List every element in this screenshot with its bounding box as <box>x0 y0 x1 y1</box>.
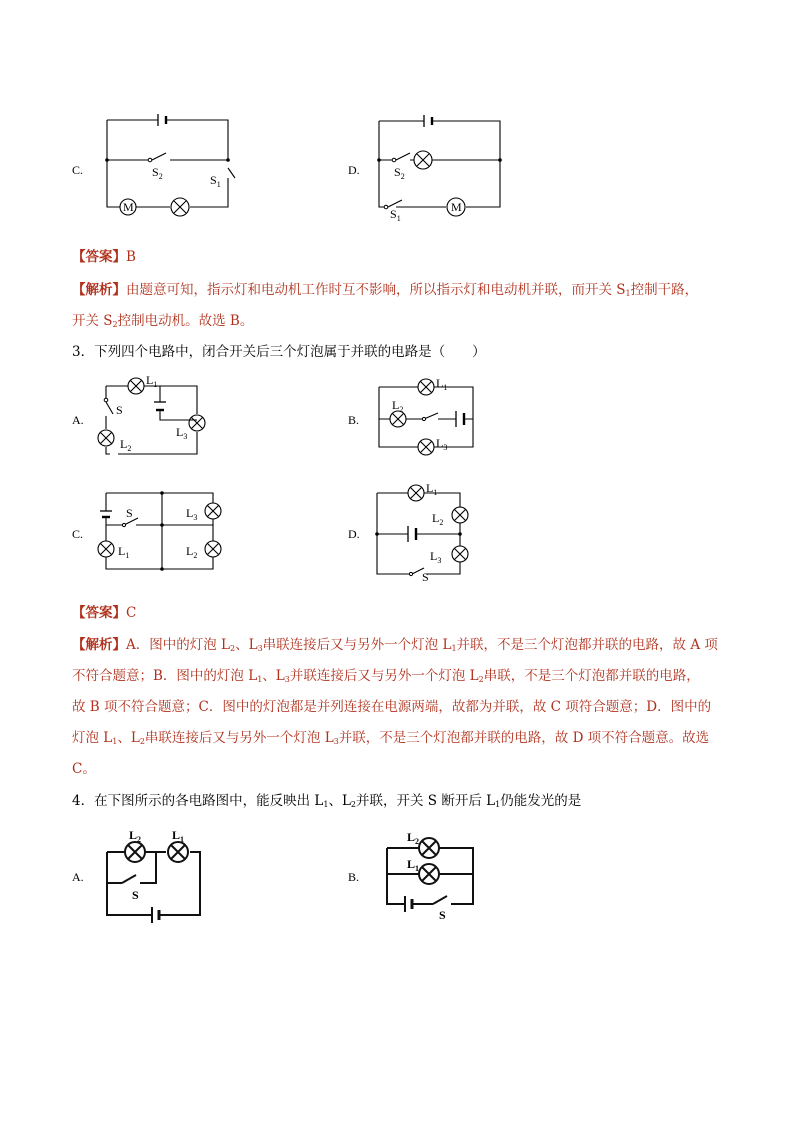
svg-text:S: S <box>439 908 446 922</box>
svg-text:L3: $L_3$ <box>186 506 198 522</box>
option-label-d: D. <box>348 163 360 177</box>
switch-s1-label: $S_1$ <box>210 173 221 189</box>
svg-text:L1: $L_1$ <box>118 544 130 560</box>
svg-text:L2: $L_2$ <box>186 544 198 560</box>
analysis-line-q2-2: 开关 $S_2$控制电动机。故选 B。 <box>72 313 254 329</box>
svg-text:L2: $L_2$ <box>129 828 142 844</box>
switch-s2-label: $S_2$ <box>394 165 405 181</box>
option-label-a: A. <box>72 413 84 427</box>
circuit-diagram-q2-c <box>100 112 240 212</box>
circuit-diagram-q3-a <box>100 373 220 461</box>
option-label-c: C. <box>72 163 84 177</box>
circuit-diagram-q3-b <box>376 375 486 460</box>
svg-text:L2: $L_2$ <box>407 830 420 846</box>
analysis-line-q3-5: C。 <box>72 761 96 777</box>
svg-text:L2: $L_2$ <box>120 437 132 453</box>
analysis-line-q3-4: 灯泡 $L_1$、$L_2$串联连接后又与另外一个灯泡 $L_3$并联，不是三个灯泡都并联的电路，故 D 项不符合题意。故选 <box>72 730 710 746</box>
svg-text:S: S <box>126 506 133 520</box>
motor-label: M <box>451 200 462 214</box>
svg-text:L3: $L_3$ <box>436 436 448 452</box>
svg-text:L2: $L_2$ <box>392 398 404 414</box>
svg-text:L3: $L_3$ <box>430 549 442 565</box>
svg-text:L1: $L_1$ <box>436 376 448 392</box>
question-stem-q4: 4．在下图所示的各电路图中，能反映出 $L_1$、$L_2$并联，开关 S 断开后 $L_1$仍能发光的是 <box>72 793 582 809</box>
svg-text:L1: $L_1$ <box>426 481 438 497</box>
switch-s1-label: $S_1$ <box>390 207 401 223</box>
option-label-d: D. <box>348 527 360 541</box>
answer-line-q2: 【答案】B <box>72 249 136 265</box>
svg-text:S: S <box>132 888 139 902</box>
analysis-line-q2-1: 【解析】由题意可知，指示灯和电动机工作时互不影响，所以指示灯和电动机并联，而开关 $S_1$控制干路， <box>72 282 699 298</box>
circuit-diagram-q3-d <box>374 480 484 584</box>
option-label-b: B. <box>348 413 360 427</box>
switch-s2-label: $S_2$ <box>152 165 163 181</box>
svg-text:L1: $L_1$ <box>172 828 185 844</box>
analysis-line-q3-2: 不符合题意；B．图中的灯泡 $L_1$、$L_3$并联连接后又与另外一个灯泡 $L_2$串联，不是三个灯泡都并联的电路， <box>72 668 700 684</box>
option-label-c: C. <box>72 527 84 541</box>
circuit-diagram-q4-b <box>383 826 493 921</box>
answer-line-q3: 【答案】C <box>72 605 137 621</box>
svg-text:S: S <box>422 570 429 584</box>
option-label-b: B. <box>348 870 360 884</box>
circuit-diagram-q4-a <box>102 827 212 922</box>
motor-label: M <box>123 200 134 214</box>
question-stem-q3: 3．下列四个电路中，闭合开关后三个灯泡属于并联的电路是（ ） <box>72 344 486 360</box>
svg-text:L2: $L_2$ <box>432 511 444 527</box>
svg-text:L1: $L_1$ <box>407 857 420 873</box>
analysis-line-q3-1: 【解析】A．图中的灯泡 $L_2$、$L_3$串联连接后又与另外一个灯泡 $L_1$并联，不是三个灯泡都并联的电路，故 A 项 <box>72 637 718 653</box>
circuit-diagram-q3-c <box>98 487 228 577</box>
svg-text:L1: $L_1$ <box>146 373 158 389</box>
svg-text:S: S <box>116 403 123 417</box>
analysis-line-q3-3: 故 B 项不符合题意；C．图中的灯泡都是并列连接在电源两端，故都为并联，故 C 项符合题意；D．图中的 <box>72 699 712 715</box>
circuit-diagram-q2-d <box>376 112 506 223</box>
option-label-a: A. <box>72 870 84 884</box>
svg-text:L3: $L_3$ <box>176 425 188 441</box>
